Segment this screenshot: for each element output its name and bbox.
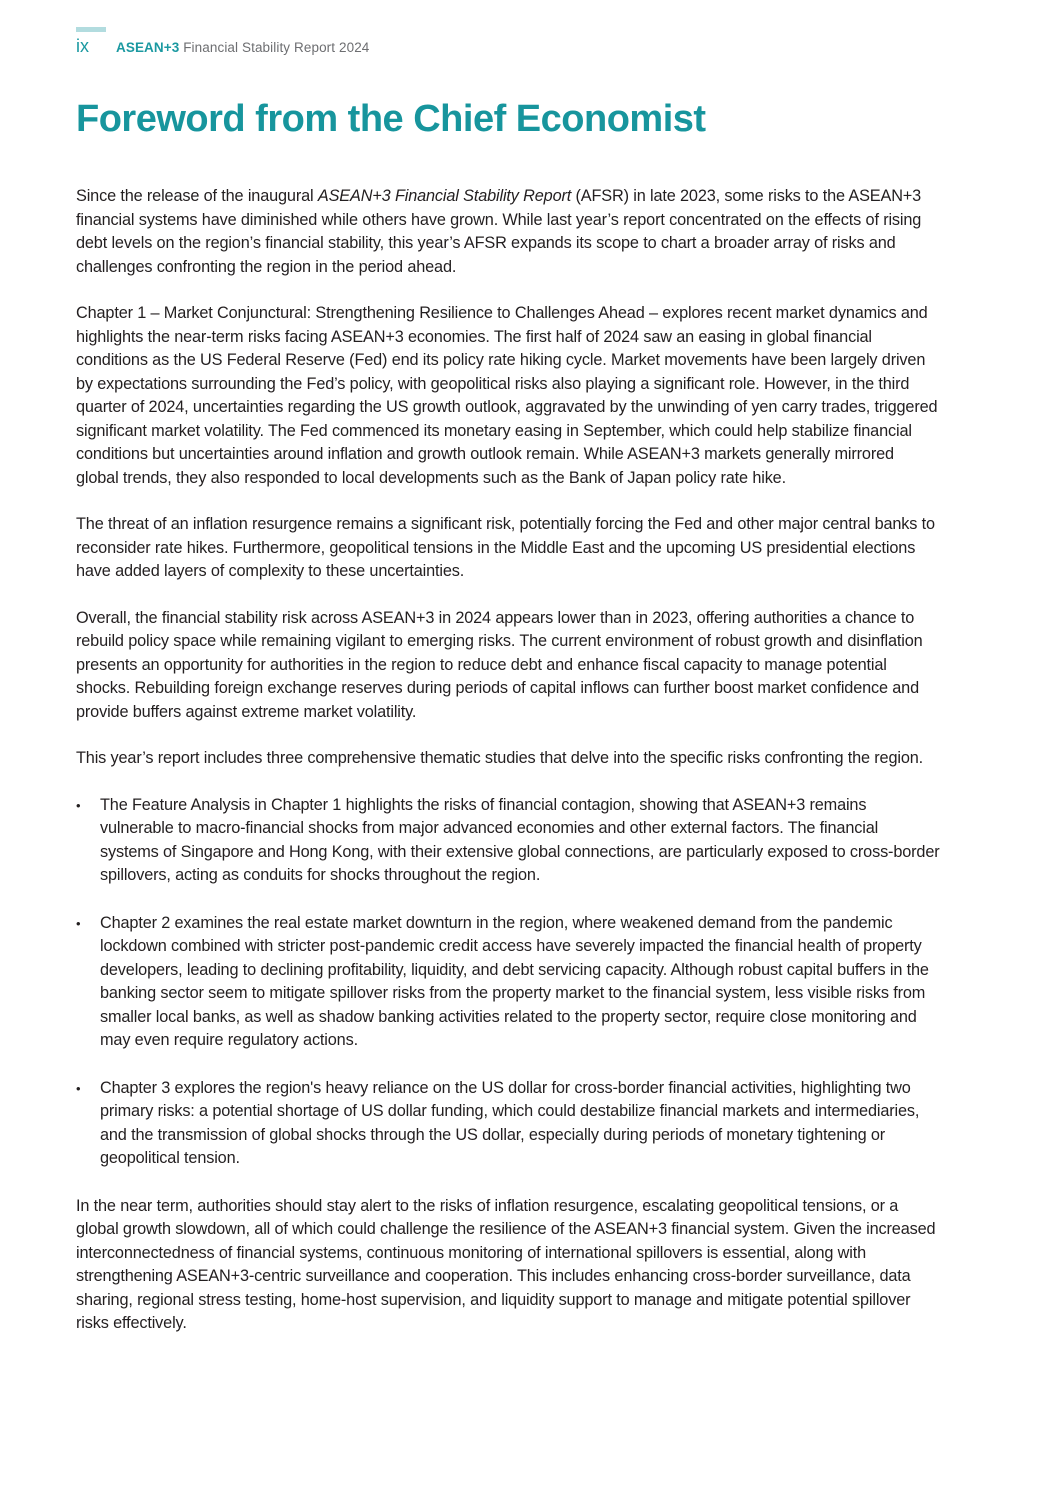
header-row: [76, 36, 962, 57]
bullet-icon: •: [76, 1080, 81, 1096]
bullet-2-text: Chapter 2 examines the real estate market downturn in the region, where weakened demand from the pandemic lockdown combined with stricter post-pandemic credit access have severely impacted the financial health of property developers, leading to declining profitability, liquidity, and debt servicing capacity. Although robust capital buffers in the banking sector seem to mitigate spillover risks from the property market to the financial system, less visible risks from smaller local banks, as well as shadow banking activities related to the property sector, require close monitoring and may even require regulatory actions.: [100, 913, 929, 1049]
paragraph-1: [76, 185, 940, 279]
paragraph-1-lead: Since the release of the inaugural: [76, 187, 318, 205]
paragraph-3: The threat of an inflation resurgence remains a significant risk, potentially forcing the Fed and other major central banks to reconsider rate hikes. Furthermore, geopolitical tensions in the Middle East and the upcoming US presidential elections have added layers of complexity to these uncertainties.: [76, 515, 935, 580]
page-title: Foreword from the Chief Economist: [76, 98, 706, 140]
page-header: [76, 27, 962, 57]
list-item: [76, 1077, 940, 1171]
paragraph-1-tail: (AFSR) in late 2023, some risks to the ASEAN+3 financial systems have diminished while others have grown. While last year’s report concentrated on the effects of rising debt levels on the region’s financial stability, this year’s AFSR expands its scope to chart a broader array of risks and challenges confronting the region in the period ahead.: [76, 187, 922, 276]
report-title-rest: Financial Stability Report 2024: [179, 40, 370, 55]
bullet-icon: •: [76, 915, 81, 931]
report-brand: ASEAN+3: [116, 40, 180, 55]
paragraph-2: Chapter 1 – Market Conjunctural: Strengthening Resilience to Challenges Ahead – explores recent market dynamics and highlights the near-term risks facing ASEAN+3 economies. The first half of 2024 saw an easing in global financial conditions as the US Federal Reserve (Fed) end its policy rate hiking cycle. Market movements have been largely driven by expectations surrounding the Fed’s policy, with geopolitical risks also playing a significant role. However, in the third quarter of 2024, uncertainties regarding the US growth outlook, aggravated by the unwinding of yen carry trades, triggered significant market volatility. The Fed commenced its monetary easing in September, which could help stabilize financial conditions but uncertainties around inflation and growth outlook remain. While ASEAN+3 markets generally mirrored global trends, they also responded to local developments such as the Bank of Japan policy rate hike.: [76, 304, 938, 487]
bullet-3-text: Chapter 3 explores the region's heavy reliance on the US dollar for cross-border financial activities, highlighting two primary risks: a potential shortage of US dollar funding, which could destabilize financial markets and intermediaries, and the transmission of global shocks through the US dollar, especially during periods of monetary tightening or geopolitical tension.: [100, 1078, 920, 1167]
bullet-1-text: The Feature Analysis in Chapter 1 highlights the risks of financial contagion, showing that ASEAN+3 remains vulnerable to macro-financial shocks from major advanced economies and other external factors. The financial systems of Singapore and Hong Kong, with their extensive global connections, are particularly exposed to cross-border spillovers, acting as conduits for shocks throughout the region.: [100, 795, 940, 884]
page-number: ix: [76, 36, 89, 56]
foreword-body: [76, 185, 940, 1336]
bullet-icon: •: [76, 797, 81, 813]
header-accent-bar: [76, 27, 106, 32]
report-title-italic: ASEAN+3 Financial Stability Report: [317, 187, 572, 205]
thematic-studies-list: [76, 794, 940, 1171]
paragraph-5: This year’s report includes three comprehensive thematic studies that delve into the specific risks confronting the region.: [76, 749, 924, 767]
paragraph-6: In the near term, authorities should stay alert to the risks of inflation resurgence, escalating geopolitical tensions, or a global growth slowdown, all of which could challenge the resilience of the ASEAN+3 financial system. Given the increased interconnectedness of financial systems, continuous monitoring of international spillovers is essential, along with strengthening ASEAN+3-centric surveillance and cooperation. This includes enhancing cross-border surveillance, data sharing, regional stress testing, home-host supervision, and liquidity support to manage and mitigate potential spillover risks effectively.: [76, 1196, 936, 1332]
list-item: [76, 912, 940, 1053]
paragraph-4: Overall, the financial stability risk across ASEAN+3 in 2024 appears lower than in 2023, offering authorities a chance to rebuild policy space while remaining vigilant to emerging risks. The current environment of robust growth and disinflation presents an opportunity for authorities in the region to reduce debt and enhance fiscal capacity to manage potential shocks. Rebuilding foreign exchange reserves during periods of capital inflows can further boost market confidence and provide buffers against extreme market volatility.: [76, 608, 923, 721]
list-item: [76, 794, 940, 888]
report-name: [116, 40, 369, 55]
